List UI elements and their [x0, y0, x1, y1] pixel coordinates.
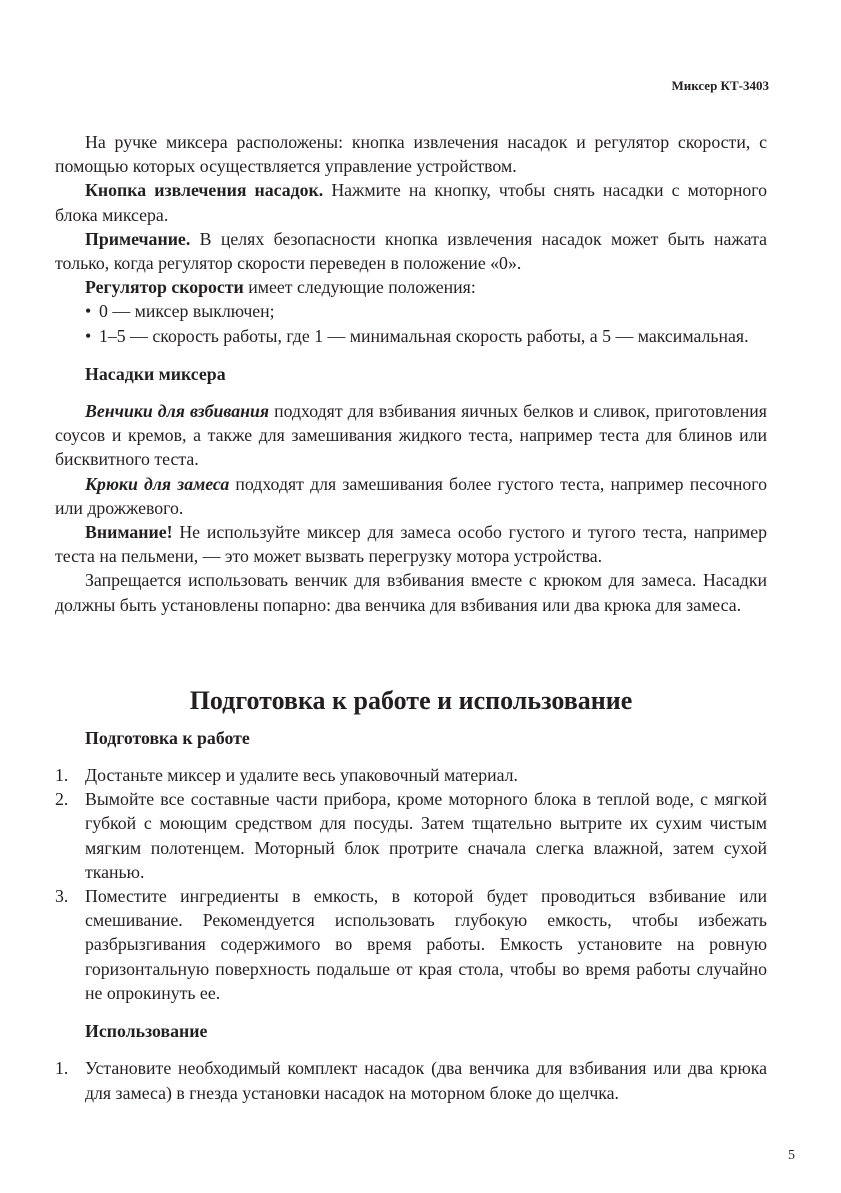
speed-regulator-paragraph [55, 275, 767, 299]
usage-heading: Использование [85, 1021, 208, 1042]
speed-regulator-term: Регулятор скорости [85, 277, 244, 298]
step-text: Поместите ингредиенты в емкость, в которой будет проводиться взбивание или смешивание. Рекомендуется использовать глубокую емкость, чтобы избежать разбрызгивания содержимого во время работы. Емкость установите на ровную горизонтальную поверхность подальше от края стола, чтобы во время работы случайно не опрокинуть ее. [85, 886, 767, 1003]
warning-paragraph [55, 520, 767, 568]
warning-term: Внимание! [85, 522, 173, 543]
eject-button-term: Кнопка извлечения насадок. [85, 180, 324, 201]
speed-positions-list [55, 299, 767, 347]
note-paragraph [55, 227, 767, 275]
hooks-paragraph [55, 472, 767, 520]
list-item [55, 1056, 767, 1104]
step-text: Установите необходимый комплект насадок (два венчика для взбивания или два крюка для замеса) в гнезда установки насадок на моторном блоке до щелчка. [85, 1058, 767, 1103]
step-text: Достаньте миксер и удалите весь упаковочный материал. [85, 765, 518, 786]
list-item [85, 324, 767, 348]
note-text: В целях безопасности кнопка извлечения насадок может быть нажата только, когда регулятор скорости переведен в положение «0». [55, 228, 767, 274]
whisks-term: Венчики для взбивания [85, 401, 270, 422]
list-item-text: 1–5 — скорость работы, где 1 — минимальная скорость работы, а 5 — максимальная. [99, 325, 749, 346]
preparation-heading: Подготовка к работе [85, 727, 250, 748]
whisks-text: подходят для взбивания яичных белков и сливок, приготовления соусов и кремов, а также для замешивания жидкого теста, например теста для блинов или бисквитного теста. [55, 401, 767, 470]
list-item [55, 787, 767, 884]
eject-button-paragraph [55, 178, 767, 226]
step-number: 1. [55, 765, 69, 786]
section-title: Подготовка к работе и использование [189, 685, 633, 715]
list-item [55, 884, 767, 1005]
speed-regulator-text: имеет следующие положения: [243, 277, 476, 298]
warning-text: Не используйте миксер для замеса особо густого и тугого теста, например теста на пельмени, — это может вызвать перегрузку мотора устройства. [55, 522, 767, 567]
preparation-steps [55, 763, 767, 1005]
step-number: 3. [55, 886, 69, 907]
bullet-mark: • [85, 325, 92, 346]
step-number: 2. [55, 789, 69, 810]
step-number: 1. [55, 1058, 69, 1079]
eject-button-text: Нажмите на кнопку, чтобы снять насадки с моторного блока миксера. [55, 180, 767, 225]
list-item [55, 763, 767, 787]
list-item [85, 299, 767, 323]
step-text: Вымойте все составные части прибора, кроме моторного блока в теплой воде, с мягкой губкой с моющим средством для посуды. Затем тщательно вытрите их сухим чистым мягким полотенцем. Моторный блок протрите сначала слегка влажной, затем сухой тканью. [85, 789, 767, 882]
hooks-text: подходят для замешивания более густого теста, например песочного или дрожжевого. [55, 473, 767, 518]
bullet-mark: • [85, 301, 92, 322]
running-header: Миксер КТ-3403 [671, 78, 769, 93]
hooks-term: Крюки для замеса [85, 473, 230, 494]
prohibition-paragraph: Запрещается использовать венчик для взбивания вместе с крюком для замеса. Насадки должны быть установлены попарно: два венчика для взбивания или два крюка для замеса. [55, 570, 767, 615]
attachments-heading: Насадки миксера [85, 363, 226, 384]
usage-steps [55, 1056, 767, 1104]
note-term: Примечание. [85, 228, 191, 249]
page-number: 5 [788, 1148, 795, 1163]
whisks-paragraph [55, 399, 767, 472]
list-item-text: 0 — миксер выключен; [99, 301, 275, 322]
page-body [55, 130, 767, 1105]
intro-paragraph: На ручке миксера расположены: кнопка извлечения насадок и регулятор скорости, с помощью которых осуществляется управление устройством. [55, 132, 767, 177]
